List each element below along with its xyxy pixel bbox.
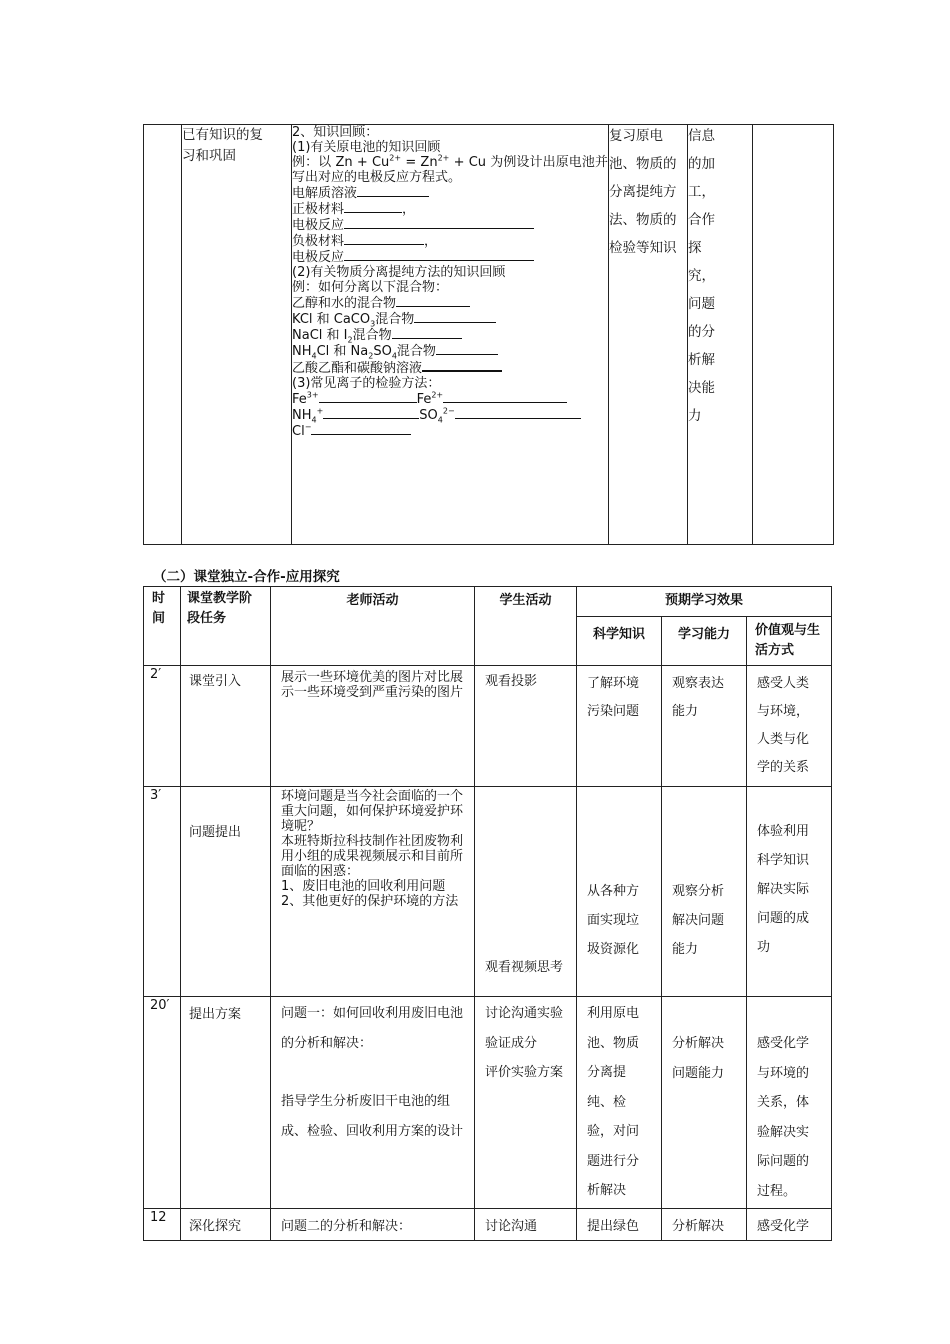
row2-teacher: 环境问题是当今社会面临的一个重大问题，如何保护环境爱护环境呢？ 本班特斯拉科技制作社团废物利用小组的成果视频展示和目前所面临的困惑： 1、废旧电池的回收利用问题 2、其他更好的保护环境的方法 [271,787,475,997]
positive-line: 正极材料 ， [292,202,416,217]
positive-reaction-line: 电极反应 [292,217,608,233]
header-expected: 预期学习效果 [577,587,832,617]
header-ability: 学习能力 [662,617,747,666]
review-knowledge-cell [609,125,688,545]
row1-teacher: 展示一些环境优美的图片对比展示一些环境受到严重污染的图片 [271,666,475,787]
row1-ability: 观察表达能力 [662,666,747,787]
row1-values: 感受人类与环境，人类与化学的关系 [747,666,832,787]
row1-student: 观看投影 [475,666,577,787]
row2-knowledge: 从各种方面实现垃圾资源化 [577,787,662,997]
row4-time: 12 [144,1208,181,1240]
mix3-line: NaCl 和 $I_2$混合物 [292,327,608,343]
nh4-line: $NH_4^+$ $SO_4^{2-}$ [292,407,608,423]
row4-ability: 分析解决 [662,1208,747,1240]
row3-ability: 分析解决问题能力 [662,997,747,1209]
review-title: 2、知识回顾： [292,125,379,140]
header-values: 价值观与生活方式 [747,617,832,666]
row2-ability: 观察分析解决问题能力 [662,787,747,997]
battery-example: 例：以 $Zn + Cu^{2+} = Zn^{2+} + Cu$ 为例设计出原电池并写出对应的电极反应方程式。 [292,153,608,185]
row4-task: 深化探究 [181,1208,271,1240]
fe-line: $Fe^{3+}$ $Fe^{2+}$ [292,391,608,407]
row3-time: 20′ [144,997,181,1209]
mix1-line: 乙醇和水的混合物 [292,295,608,311]
ion-title: (3)常见离子的检验方法： [292,376,441,391]
row3-teacher [271,997,475,1209]
table-row [144,666,832,787]
review-ability-cell [688,125,753,545]
mix2-line: KCl 和 CaCO$_3$混合物 [292,311,608,327]
separation-title: (2)有关物质分离提纯方法的知识回顾 [292,265,506,280]
negative-reaction-line: 电极反应 [292,249,608,265]
row2-student: 观看视频思考 [475,787,577,997]
header-task: 课堂教学阶段任务 [181,587,271,666]
cl-line: Cl− [292,423,608,439]
stage-cell [182,125,292,545]
header-student: 学生活动 [475,587,577,666]
row3-student: 讨论沟通实验验证成分 评价实验方案 [475,997,577,1209]
review-knowledge-text: 复习原电池、物质的分离提纯方法、物质的检验等知识 [609,128,677,256]
row1-time: 2′ [144,666,181,787]
row3-teacher-question: 问题一：如何回收利用废旧电池的分析和解决： [281,1006,464,1051]
separation-example: 例：如何分离以下混合物： [292,280,449,295]
row3-knowledge: 利用原电池、物质分离提纯、检验，对问题进行分析解决 [577,997,662,1209]
table-row [144,787,832,997]
row1-task: 课堂引入 [181,666,271,787]
row3-values: 感受化学与环境的关系，体验解决实际问题的过程。 [747,997,832,1209]
mix5-line: 乙酸乙酯和碳酸钠溶液 [292,359,608,376]
row4-knowledge: 提出绿色 [577,1208,662,1240]
row4-student: 讨论沟通 [475,1208,577,1240]
row4-values: 感受化学 [747,1208,832,1240]
lesson-table [143,586,832,1241]
battery-title: (1)有关原电池的知识回顾 [292,140,441,155]
row2-task: 问题提出 [181,787,271,997]
electrolyte-line: 电解质溶液 [292,185,608,201]
header-knowledge: 科学知识 [577,617,662,666]
table-row [144,1208,832,1240]
section-heading: （二）课堂独立-合作-应用探究 [153,569,340,585]
negative-line: 负极材料 ， [292,234,438,249]
row1-knowledge: 了解环境污染问题 [577,666,662,787]
review-values-cell [753,125,834,545]
row4-teacher: 问题二的分析和解决： [271,1208,475,1240]
review-table [143,124,834,545]
header-time: 时间 [144,587,181,666]
header-teacher: 老师活动 [271,587,475,666]
time-cell [144,125,182,545]
review-ability-text: 信息的加工，合作探究，问题的分析解决能力 [688,128,715,424]
row2-values: 体验利用科学知识解决实际问题的成功 [747,787,832,997]
review-content-cell [292,125,609,545]
row3-teacher-guide: 指导学生分析废旧干电池的组成、检验、回收利用方案的设计 [281,1094,464,1139]
mix4-line: $NH_4Cl$ 和 $Na_2SO_4$混合物 [292,343,608,359]
table-row [144,997,832,1209]
stage-text: 已有知识的复习和巩固 [182,127,263,164]
row3-task: 提出方案 [181,997,271,1209]
row2-time: 3′ [144,787,181,997]
